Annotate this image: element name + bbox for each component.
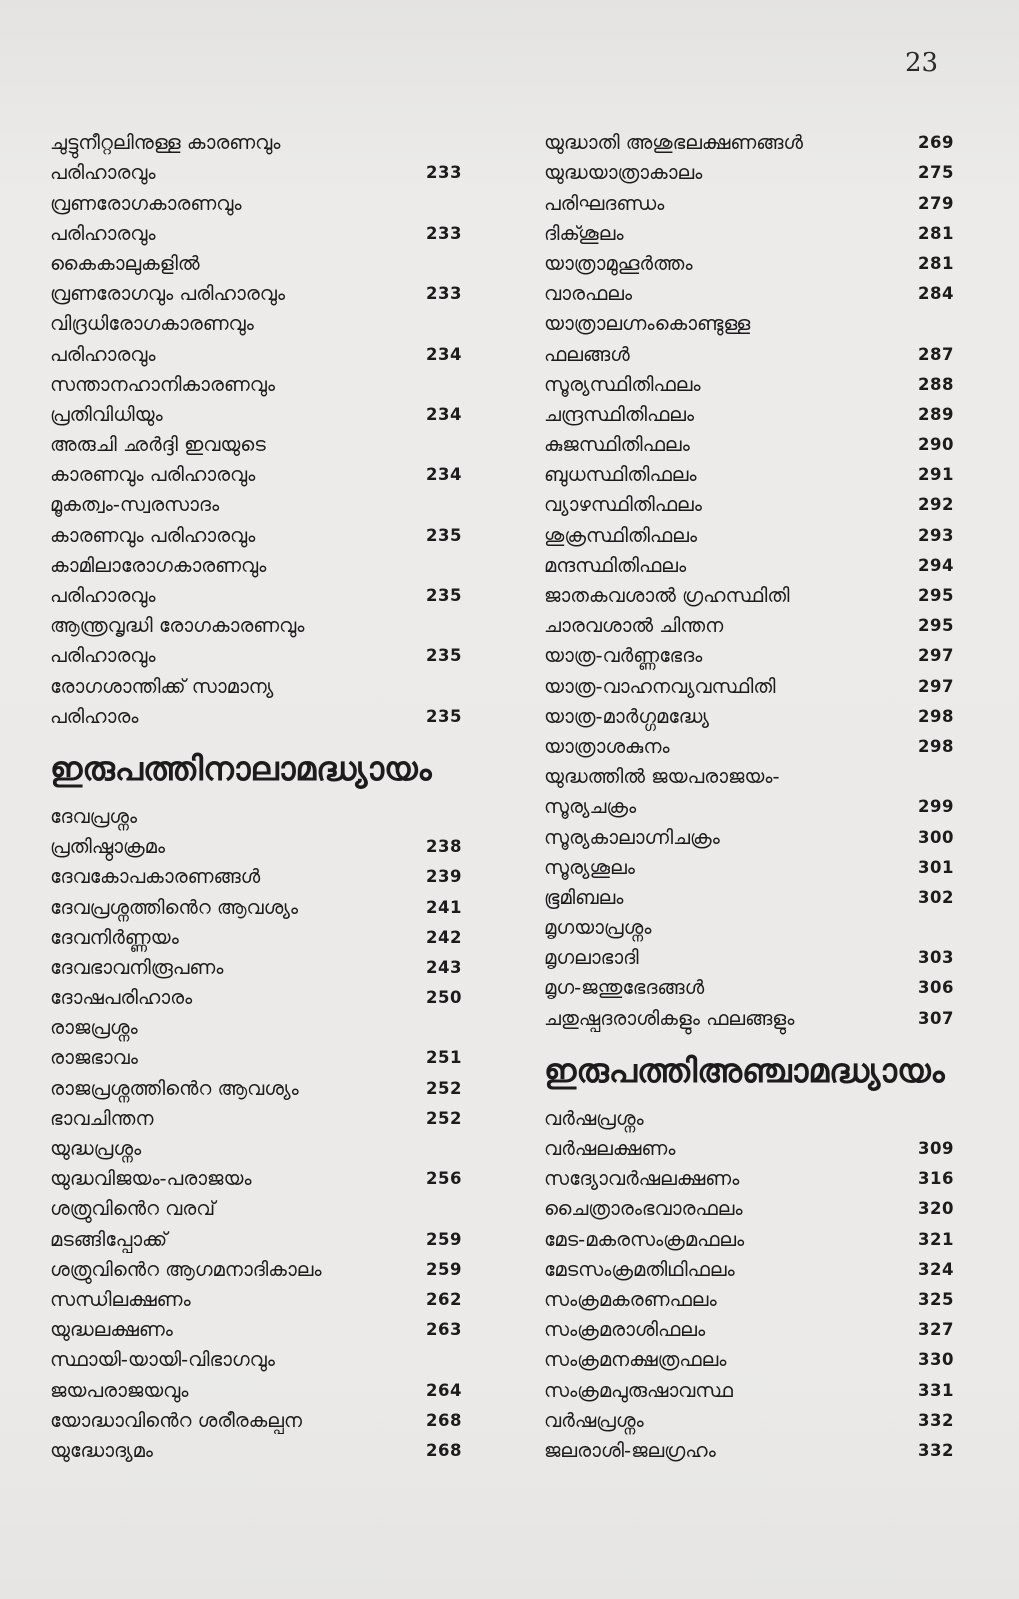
toc-entry (50, 1224, 462, 1254)
toc-entry-page: 295 (918, 586, 954, 605)
toc-entry-title: പരിഹാരവും (50, 584, 156, 607)
toc-entry-page: 268 (426, 1410, 462, 1430)
toc-entry-title: സംക്രമനക്ഷത്രഫലം (544, 1348, 727, 1372)
right-entries-group (544, 128, 954, 1034)
right-column (544, 128, 954, 1466)
toc-entry-title: കാരണവും പരിഹാരവും (50, 523, 256, 547)
toc-entry-title: രാജപ്രശ്നത്തിൻെറ ആവശ്യം (50, 1076, 299, 1100)
toc-entry-title: യുദ്ധലക്ഷണം (50, 1318, 173, 1342)
toc-entry-title: യാത്ര-വർണ്ണഭേദം (544, 644, 703, 668)
toc-entry-page: 294 (918, 555, 954, 575)
toc-entry-title: ശത്രുവിൻെറ വരവ് (50, 1197, 216, 1221)
toc-entry-page: 259 (426, 1229, 462, 1249)
toc-entry-page: 290 (918, 435, 954, 455)
toc-entry (544, 1003, 954, 1033)
toc-entry (544, 822, 954, 852)
toc-entry-title: ഭൂമിബലം (544, 885, 624, 909)
toc-entry-title: ദേവപ്രശ്നം (50, 804, 138, 828)
toc-entry-page: 309 (918, 1139, 954, 1158)
toc-entry-page: 293 (918, 525, 954, 545)
toc-entry-page: 235 (426, 586, 462, 605)
toc-entry (50, 1104, 462, 1134)
toc-entry-title: രാജഭാവം (50, 1046, 138, 1070)
toc-entry-title: കൈകാലുകളിൽ (50, 251, 200, 275)
toc-entry-page: 330 (918, 1350, 954, 1370)
toc-entry-title: മേടസംക്രമതിഥിഫലം (544, 1257, 735, 1281)
toc-entry-page: 307 (918, 1008, 954, 1028)
toc-entry (50, 862, 462, 892)
toc-entry-page: 288 (918, 374, 954, 394)
toc-entry-page: 233 (426, 284, 462, 304)
toc-entry (544, 490, 954, 520)
toc-entry (544, 1375, 954, 1405)
toc-entry-page: 264 (426, 1380, 462, 1400)
toc-entry-page: 300 (918, 827, 954, 847)
toc-entry-page: 256 (426, 1169, 462, 1189)
toc-entry-title: യാത്രാശകുനം (544, 734, 670, 758)
toc-entry (50, 279, 462, 309)
toc-entry (544, 1104, 954, 1134)
toc-entry-page: 233 (426, 223, 462, 243)
toc-entry-title: വ്യാഴസ്ഥിതിഫലം (544, 493, 702, 517)
toc-entry-page: 234 (426, 344, 462, 364)
toc-entry (544, 460, 954, 490)
toc-entry (544, 853, 954, 883)
toc-entry-page: 252 (426, 1108, 462, 1128)
toc-entry-title: മന്ദസ്ഥിതിഫലം (544, 553, 687, 577)
toc-entry-page: 292 (918, 495, 954, 515)
toc-entry-page: 297 (918, 676, 954, 696)
toc-entry-title: വ്രണരോഗകാരണവും (50, 191, 242, 215)
toc-entry (50, 1285, 462, 1315)
toc-entry-title: മൃഗയാപ്രശ്നം (544, 916, 652, 940)
toc-entry-page: 235 (426, 646, 462, 666)
toc-entry-title: ദേവപ്രശ്നത്തിൻെറ ആവശ്യം (50, 895, 299, 919)
toc-entry (544, 1164, 954, 1194)
toc-entry-page: 251 (426, 1048, 462, 1068)
toc-entry-page: 252 (426, 1078, 462, 1098)
toc-entry (544, 158, 954, 188)
toc-entry-page: 242 (426, 927, 462, 947)
toc-entry-page: 316 (918, 1169, 954, 1189)
toc-entry (544, 370, 954, 400)
left-entries-group (50, 128, 462, 732)
toc-entry-page: 289 (918, 404, 954, 424)
toc-entry-page: 324 (918, 1259, 954, 1279)
right-entries-group-2 (544, 1104, 954, 1466)
toc-entry-title: യുദ്ധാതി അശുഭലക്ഷണങ്ങൾ (544, 131, 803, 155)
toc-entry-title: ദിക്ശൂലം (544, 221, 624, 245)
toc-entry-title: ഭാവചിന്തന (50, 1106, 154, 1130)
toc-entry-title: പരിഹാരവും (50, 221, 156, 245)
toc-entry-page: 291 (918, 465, 954, 485)
toc-entry (50, 1375, 462, 1405)
toc-entry (544, 1224, 954, 1254)
toc-entry-title: അരുചി ഛർദ്ദി ഇവയുടെ (50, 433, 266, 457)
toc-entry-title: ചുട്ടുനീറ്റലിനുള്ള കാരണവും (50, 131, 281, 155)
toc-entry-title: ദേവനിർണ്ണയം (50, 925, 179, 949)
toc-entry (544, 128, 954, 158)
toc-entry-title: യുദ്ധയാത്രാകാലം (544, 161, 703, 185)
toc-entry-title: യാത്രാമുഹൂർത്തം (544, 251, 693, 275)
toc-entry (544, 551, 954, 581)
toc-entry-title: സംക്രമപുരുഷാവസ്ഥ (544, 1378, 733, 1402)
toc-entry-title: ചന്ദ്രസ്ഥിതിഫലം (544, 402, 695, 426)
toc-entry-page: 233 (426, 163, 462, 183)
toc-entry (50, 1164, 462, 1194)
toc-entry-title: യാത്ര-മാർഗ്ഗമദ്ധ്യേ (544, 704, 709, 728)
toc-entry-page: 332 (918, 1410, 954, 1430)
toc-entry-title: യോദ്ധാവിൻെറ ശരീരകല്പന (50, 1408, 303, 1432)
toc-entry-title: സംക്രമകരണഫലം (544, 1287, 717, 1311)
toc-entry (50, 611, 462, 641)
toc-entry-title: ദേവഭാവനിരൂപണം (50, 955, 224, 979)
toc-entry-title: ചതുഷ്പദരാശികളും ഫലങ്ങളും (544, 1006, 795, 1030)
toc-entry (50, 641, 462, 671)
toc-entry (50, 832, 462, 862)
toc-entry-title: യുദ്ധത്തിൽ ജയപരാജയം- (544, 765, 780, 789)
toc-entry-title: കാരണവും പരിഹാരവും (50, 463, 256, 487)
toc-entry (50, 802, 462, 832)
toc-entry-title: രാജപ്രശ്നം (50, 1016, 138, 1040)
toc-entry-page: 306 (918, 978, 954, 998)
toc-entry-title: സംക്രമരാശിഫലം (544, 1318, 706, 1342)
toc-entry-page: 234 (426, 404, 462, 424)
toc-entry (544, 339, 954, 369)
toc-entry-title: ബുധസ്ഥിതിഫലം (544, 463, 697, 487)
toc-entry (50, 953, 462, 983)
toc-entry-title: സൂര്യശൂലം (544, 855, 635, 879)
toc-entry-title: പ്രതിവിധിയും (50, 402, 163, 426)
toc-entry (50, 249, 462, 279)
toc-entry (544, 671, 954, 701)
toc-entry-page: 281 (918, 253, 954, 273)
toc-entry (50, 702, 462, 732)
toc-entry-title: വിദ്രധിരോഗകാരണവും (50, 312, 254, 336)
toc-entry-title: സദ്യോവർഷലക്ഷണം (544, 1167, 740, 1191)
toc-entry (50, 983, 462, 1013)
toc-entry-page: 269 (918, 133, 954, 153)
toc-entry (50, 219, 462, 249)
toc-entry (50, 158, 462, 188)
toc-entry-title: സ്ഥായി-യായി-വിഭാഗവും (50, 1348, 275, 1372)
toc-entry-page: 299 (918, 797, 954, 817)
toc-entry-title: ശത്രുവിൻെറ ആഗമനാദികാലം (50, 1257, 322, 1281)
toc-entry (50, 1406, 462, 1436)
toc-entry (544, 1436, 954, 1466)
toc-entry-title: ജാതകവശാൽ ഗ്രഹസ്ഥിതി (544, 584, 790, 607)
toc-entry-page: 297 (918, 646, 954, 666)
toc-entry-title: രോഗശാന്തിക്ക് സാമാന്യ (50, 674, 274, 698)
toc-entry (50, 923, 462, 953)
toc-entry-title: ദേവകോപകാരണങ്ങൾ (50, 865, 261, 889)
toc-entry-title: വർഷപ്രശ്നം (544, 1408, 644, 1432)
toc-entry-page: 321 (918, 1229, 954, 1249)
chapter-heading-24: ഇരുപത്തിനാലാമദ്ധ്യായം (50, 748, 432, 788)
toc-entry-title: പരിഹാരവും (50, 644, 156, 668)
toc-entry (50, 581, 462, 611)
toc-entry (50, 188, 462, 218)
toc-entry-title: യുദ്ധോദ്യമം (50, 1438, 153, 1462)
toc-entry (544, 1194, 954, 1224)
toc-entry-page: 235 (426, 706, 462, 726)
toc-entry-page: 298 (918, 736, 954, 756)
toc-entry (50, 671, 462, 701)
toc-entry-title: വാരഫലം (544, 282, 633, 306)
toc-entry (50, 1345, 462, 1375)
page-number: 23 (905, 48, 939, 78)
toc-entry-page: 332 (918, 1440, 954, 1460)
toc-entry-title: മൂകത്വം-സ്വരസാദം (50, 493, 220, 517)
toc-entry (50, 1255, 462, 1285)
toc-entry (50, 339, 462, 369)
toc-entry-page: 303 (918, 948, 954, 968)
toc-entry-page: 263 (426, 1320, 462, 1340)
toc-entry-title: വർഷലക്ഷണം (544, 1137, 676, 1160)
toc-entry (50, 892, 462, 922)
toc-entry-page: 281 (918, 223, 954, 243)
toc-entry-title: യുദ്ധപ്രശ്നം (50, 1137, 142, 1160)
toc-entry (544, 1315, 954, 1345)
toc-entry (50, 128, 462, 158)
toc-entry (544, 611, 954, 641)
toc-entry-title: ജലരാശി-ജലഗ്രഹം (544, 1438, 716, 1462)
toc-entry-title: ശുക്രസ്ഥിതിഫലം (544, 523, 698, 547)
toc-entry (50, 400, 462, 430)
toc-entry (544, 1406, 954, 1436)
toc-entry-title: യുദ്ധവിജയം-പരാജയം (50, 1167, 252, 1191)
toc-entry (544, 520, 954, 550)
toc-entry (544, 792, 954, 822)
toc-entry-page: 325 (918, 1289, 954, 1309)
toc-entry (544, 219, 954, 249)
toc-entry (50, 520, 462, 550)
toc-entry (50, 1013, 462, 1043)
toc-entry (544, 430, 954, 460)
toc-entry (544, 1345, 954, 1375)
toc-entry-title: മൃഗലാഭാദി (544, 946, 639, 970)
toc-entry-title: യാത്ര-വാഹനവ്യവസ്ഥിതി (544, 674, 776, 698)
toc-entry-title: ഫലങ്ങൾ (544, 342, 630, 366)
toc-entry-title: സൂര്യസ്ഥിതിഫലം (544, 372, 701, 396)
toc-entry-title: പരിഹാരവും (50, 342, 156, 366)
toc-entry-title: പരിഹാരം (50, 704, 139, 728)
toc-entry (50, 1194, 462, 1224)
toc-entry (50, 1134, 462, 1164)
toc-entry-title: യാത്രാലഗ്നംകൊണ്ടുള്ള (544, 312, 751, 336)
toc-entry (50, 490, 462, 520)
toc-entry (544, 309, 954, 339)
toc-entry-page: 320 (918, 1199, 954, 1219)
toc-entry (544, 1285, 954, 1315)
toc-entry-title: മൃഗ-ജന്തുഭേദങ്ങൾ (544, 976, 705, 1000)
toc-entry-title: പ്രതിഷ്ഠാക്രമം (50, 835, 166, 859)
toc-entry (544, 249, 954, 279)
toc-entry (50, 370, 462, 400)
toc-entry (544, 1255, 954, 1285)
toc-entry (50, 1073, 462, 1103)
toc-entry-page: 262 (426, 1289, 462, 1309)
toc-entry-page: 243 (426, 957, 462, 977)
toc-entry-page: 275 (918, 163, 954, 183)
toc-entry (544, 1134, 954, 1164)
toc-entry (544, 973, 954, 1003)
toc-entry (544, 732, 954, 762)
toc-entry-page: 301 (918, 857, 954, 877)
toc-entry-title: ദോഷപരിഹാരം (50, 986, 193, 1010)
toc-entry-page: 259 (426, 1259, 462, 1279)
toc-entry-title: സൂര്യകാലാഗ്നിചക്രം (544, 825, 720, 849)
left-column (50, 128, 462, 1466)
toc-entry-page: 284 (918, 284, 954, 304)
toc-entry-page: 298 (918, 706, 954, 726)
toc-entry-page: 235 (426, 525, 462, 545)
toc-entry (544, 883, 954, 913)
toc-entry (50, 1436, 462, 1466)
toc-entry-page: 241 (426, 897, 462, 917)
toc-entry-title: കുജസ്ഥിതിഫലം (544, 433, 690, 457)
toc-entry-page: 287 (918, 344, 954, 364)
toc-entry-title: പരിഘദണ്ഡം (544, 191, 665, 215)
toc-entry-page: 327 (918, 1320, 954, 1340)
toc-entry (544, 943, 954, 973)
toc-entry-title: കാമിലാരോഗകാരണവും (50, 553, 267, 577)
toc-entry-title: ആന്ത്രവൃദ്ധി രോഗകാരണവും (50, 614, 305, 638)
toc-entry-title: സന്ധിലക്ഷണം (50, 1287, 191, 1311)
toc-entry-page: 295 (918, 616, 954, 636)
toc-entry-title: ചാരവശാൽ ചിന്തന (544, 614, 724, 638)
toc-entry (544, 279, 954, 309)
toc-entry (50, 551, 462, 581)
toc-entry-page: 234 (426, 465, 462, 485)
toc-entry (50, 430, 462, 460)
toc-entry-title: സൂര്യചക്രം (544, 795, 637, 819)
toc-entry-title: മേട-മകരസംക്രമഫലം (544, 1227, 745, 1251)
toc-entry-page: 238 (426, 837, 462, 857)
left-entries-group-2 (50, 802, 462, 1466)
toc-entry (544, 581, 954, 611)
toc-entry-page: 239 (426, 867, 462, 887)
toc-entry-title: മടങ്ങിപ്പോക്ക് (50, 1227, 168, 1251)
toc-entry-page: 302 (918, 887, 954, 907)
toc-entry (544, 762, 954, 792)
toc-entry-title: സന്താനഹാനികാരണവും (50, 372, 276, 396)
toc-entry-page: 268 (426, 1440, 462, 1460)
toc-entry-page: 331 (918, 1380, 954, 1400)
toc-entry-title: പരിഹാരവും (50, 161, 156, 185)
toc-entry (544, 702, 954, 732)
toc-entry-title: ജയപരാജയവും (50, 1378, 189, 1402)
toc-entry-page: 250 (426, 988, 462, 1008)
toc-entry (50, 460, 462, 490)
toc-entry (544, 188, 954, 218)
toc-entry-title: വർഷപ്രശ്നം (544, 1106, 644, 1130)
toc-entry-title: വ്രണരോഗവും പരിഹാരവും (50, 282, 285, 306)
toc-entry (50, 1315, 462, 1345)
toc-entry-page: 279 (918, 193, 954, 213)
chapter-heading-25: ഇരുപത്തിഅഞ്ചാമദ്ധ്യായം (544, 1050, 945, 1090)
toc-entry (50, 309, 462, 339)
toc-entry (544, 641, 954, 671)
toc-entry (544, 400, 954, 430)
toc-entry (544, 913, 954, 943)
toc-entry-title: ചൈത്രാരംഭവാരഫലം (544, 1197, 743, 1221)
toc-entry (50, 1043, 462, 1073)
